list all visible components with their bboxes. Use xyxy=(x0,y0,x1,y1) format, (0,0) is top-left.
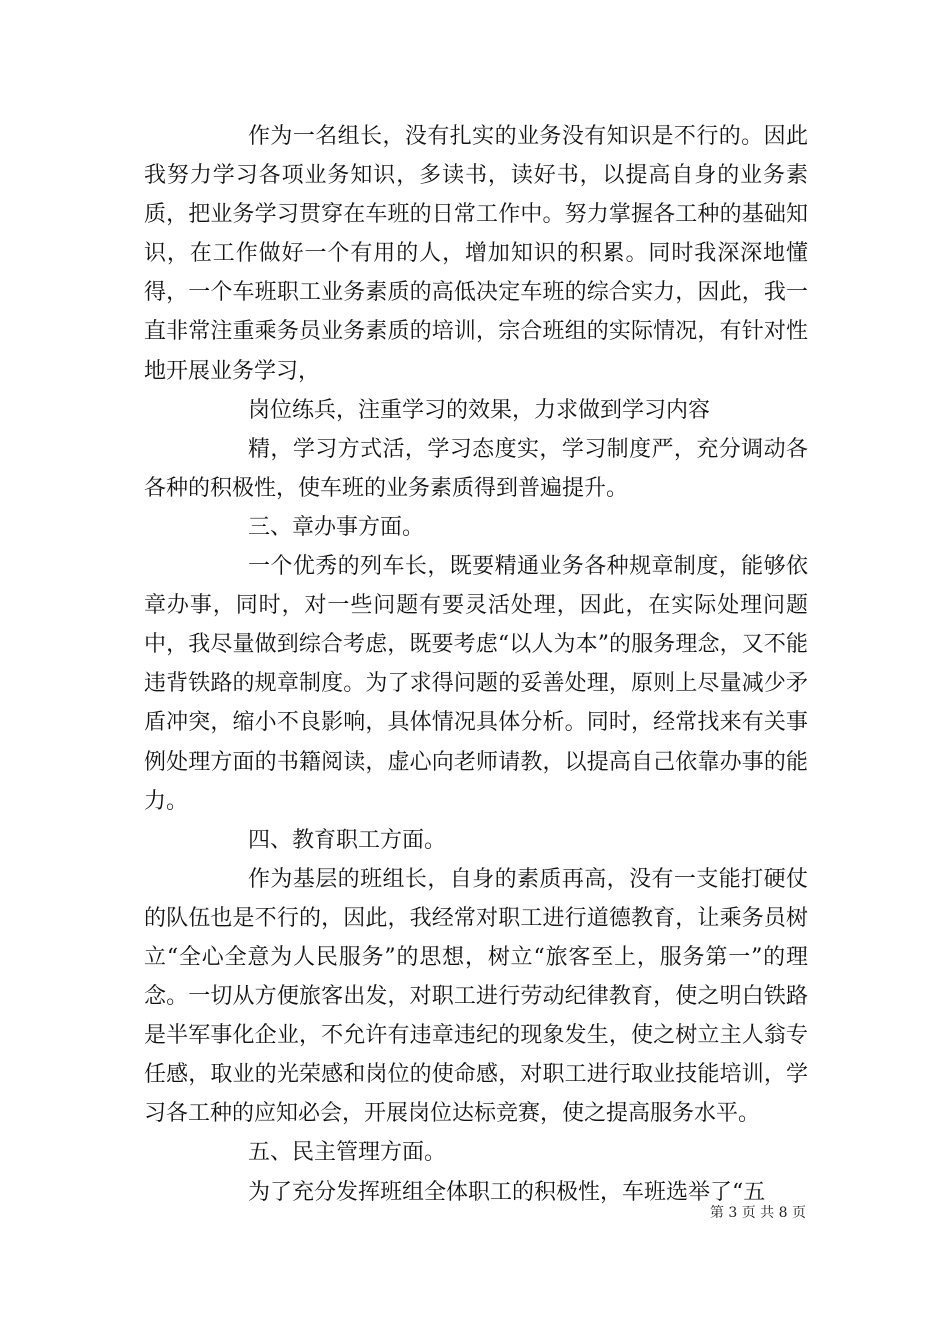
document-body xyxy=(144,117,808,1212)
section-heading-education: 四、教育职工方面。 xyxy=(248,827,447,853)
paragraph-education: 作为基层的班组长，自身的素质再高，没有一支能打硬仗的队伍也是不行的，因此，我经常对职工进行道德教育，让乘务员树立“全心全意为人民服务”的思想，树立“旅客至上，服务第一”的理念。一切从方便旅客出发，对职工进行劳动纪律教育，使之明白铁路是半军事化企业，不允许有违章违纪的现象发生，使之树立主人翁专任感，取业的光荣感和岗位的使命感，对职工进行取业技能培训，学习各工种的应知必会，开展岗位达标竞赛，使之提高服务水平。 xyxy=(144,866,808,1127)
page-number-footer: 第 3 页 共 8 页 xyxy=(709,1205,806,1221)
paragraph-study-method: 精，学习方式活，学习态度实，学习制度严，充分调动各各种的积极性，使车班的业务素质得到普遍提升。 xyxy=(144,436,808,501)
section-heading-democracy: 五、民主管理方面。 xyxy=(248,1140,447,1166)
paragraph-business-study: 作为一名组长，没有扎实的业务没有知识是不行的。因此我努力学习各项业务知识，多读书，读好书，以提高自身的业务素质，把业务学习贯穿在车班的日常工作中。努力掌握各工种的基础知识，在工作做好一个有用的人，增加知识的积累。同时我深深地懂得，一个车班职工业务素质的高低决定车班的综合实力，因此，我一直非常注重乘务员业务素质的培训，宗合班组的实际情况，有针对性地开展业务学习， xyxy=(144,124,808,384)
paragraph-rules: 一个优秀的列车长，既要精通业务各种规章制度，能够依章办事，同时，对一些问题有要灵活处理，因此，在实际处理问题中，我尽量做到综合考虑，既要考虑“以人为本”的服务理念，又不能违背铁路的规章制度。为了求得问题的妥善处理，原则上尽量减少矛盾冲突，缩小不良影响，具体情况具体分析。同时，经常找来有关事例处理方面的书籍阅读，虚心向老师请教，以提高自己依靠办事的能力。 xyxy=(144,554,808,814)
paragraph-post-training: 岗位练兵，注重学习的效果，力求做到学习内容 xyxy=(248,397,711,423)
paragraph-democracy: 为了充分发挥班组全体职工的积极性，车班选举了“五 xyxy=(248,1179,766,1205)
section-heading-rules: 三、章办事方面。 xyxy=(248,514,425,540)
